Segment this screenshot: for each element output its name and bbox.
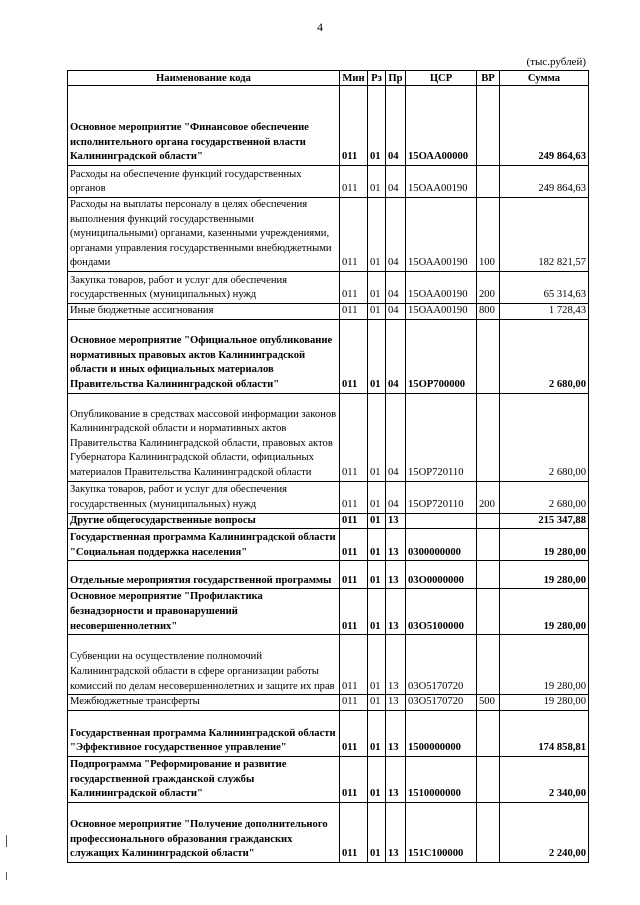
header-name: Наименование кода [68,71,340,86]
cell-min: 011 [340,589,368,635]
table-row [68,756,589,802]
cell-rz: 01 [368,166,386,198]
cell-sum: 1 728,43 [500,304,589,320]
table-row [68,86,589,166]
cell-pr: 13 [386,529,406,561]
cell-min: 011 [340,695,368,711]
cell-vr [477,635,500,695]
cell-min: 011 [340,166,368,198]
cell-pr: 13 [386,513,406,529]
table-row [68,561,589,589]
cell-csr: 15ОР720110 [406,393,477,481]
header-sum: Сумма [500,71,589,86]
cell-pr: 04 [386,304,406,320]
cell-pr: 04 [386,393,406,481]
cell-vr [477,589,500,635]
margin-mark [6,872,7,880]
cell-sum: 19 280,00 [500,635,589,695]
cell-name: Основное мероприятие "Официальное опубликование нормативных правовых актов Калининградской области и иных официальных материалов Правительства Калининградской области" [68,319,340,393]
cell-name: Закупка товаров, работ и услуг для обеспечения государственных (муниципальных) нужд [68,481,340,513]
cell-vr [477,756,500,802]
cell-min: 011 [340,393,368,481]
cell-csr: 15ОАА00000 [406,86,477,166]
header-min: Мин [340,71,368,86]
cell-name: Опубликование в средствах массовой информации законов Калининградской области и нормативных актов Правительства Калининградской области, правовых актов Губернатора Калининградской области, официальных материалов Правительства Калининградской области [68,393,340,481]
header-rz: Рз [368,71,386,86]
cell-sum: 19 280,00 [500,561,589,589]
cell-name: Государственная программа Калининградской области "Социальная поддержка населения" [68,529,340,561]
cell-min: 011 [340,561,368,589]
cell-pr: 04 [386,166,406,198]
cell-name: Основное мероприятие "Профилактика безнадзорности и правонарушений несовершеннолетних" [68,589,340,635]
cell-min: 011 [340,710,368,756]
cell-rz: 01 [368,589,386,635]
table-header-row [68,71,589,86]
cell-rz: 01 [368,756,386,802]
cell-rz: 01 [368,198,386,272]
table-row [68,272,589,304]
units-label: (тыс.рублей) [526,56,586,68]
table-row [68,166,589,198]
page-number: 4 [317,20,323,34]
cell-name: Расходы на выплаты персоналу в целях обеспечения выполнения функций государственными (муниципальными) органами, казенными учреждениями, органами управления государственными внебюджетными фондами [68,198,340,272]
cell-rz: 01 [368,635,386,695]
margin-mark [6,835,7,847]
cell-name: Закупка товаров, работ и услуг для обеспечения государственных (муниципальных) нужд [68,272,340,304]
cell-sum: 2 680,00 [500,319,589,393]
cell-vr: 800 [477,304,500,320]
cell-rz: 01 [368,393,386,481]
cell-rz: 01 [368,529,386,561]
cell-pr: 04 [386,86,406,166]
budget-table [67,70,589,863]
cell-vr: 200 [477,272,500,304]
cell-pr: 13 [386,756,406,802]
cell-csr: 15ОАА00190 [406,198,477,272]
cell-vr [477,393,500,481]
cell-min: 011 [340,304,368,320]
table-row [68,198,589,272]
table-row [68,635,589,695]
cell-min: 011 [340,198,368,272]
cell-pr: 13 [386,802,406,862]
cell-sum: 2 240,00 [500,802,589,862]
cell-name: Государственная программа Калининградской области "Эффективное государственное управление" [68,710,340,756]
cell-rz: 01 [368,272,386,304]
cell-csr: 03О0000000 [406,561,477,589]
cell-vr [477,166,500,198]
cell-min: 011 [340,529,368,561]
cell-min: 011 [340,86,368,166]
cell-csr: 03О5100000 [406,589,477,635]
cell-sum: 2 680,00 [500,481,589,513]
cell-min: 011 [340,513,368,529]
cell-rz: 01 [368,304,386,320]
cell-vr: 200 [477,481,500,513]
cell-pr: 04 [386,319,406,393]
cell-pr: 04 [386,481,406,513]
cell-pr: 13 [386,635,406,695]
cell-rz: 01 [368,319,386,393]
cell-sum: 2 680,00 [500,393,589,481]
cell-name: Другие общегосударственные вопросы [68,513,340,529]
table-row [68,695,589,711]
cell-sum: 65 314,63 [500,272,589,304]
header-vr: ВР [477,71,500,86]
cell-csr: 0300000000 [406,529,477,561]
cell-name: Основное мероприятие "Получение дополнительного профессионального образования гражданских служащих Калининградской области" [68,802,340,862]
cell-rz: 01 [368,710,386,756]
cell-sum: 19 280,00 [500,589,589,635]
cell-csr: 1510000000 [406,756,477,802]
cell-min: 011 [340,319,368,393]
cell-name: Отдельные мероприятия государственной программы [68,561,340,589]
cell-vr [477,513,500,529]
cell-sum: 2 340,00 [500,756,589,802]
cell-name: Субвенции на осуществление полномочий Калининградской области в сфере организации работы комиссий по делам несовершеннолетних и защите их прав [68,635,340,695]
cell-csr: 03О5170720 [406,635,477,695]
table-row [68,304,589,320]
cell-vr [477,802,500,862]
cell-name: Межбюджетные трансферты [68,695,340,711]
table-row [68,481,589,513]
cell-vr [477,710,500,756]
table-row [68,802,589,862]
cell-sum: 19 280,00 [500,529,589,561]
cell-pr: 13 [386,695,406,711]
cell-csr: 03О5170720 [406,695,477,711]
cell-csr: 15ОАА00190 [406,166,477,198]
cell-pr: 04 [386,272,406,304]
cell-sum: 249 864,63 [500,166,589,198]
table-row [68,589,589,635]
cell-name: Подпрограмма "Реформирование и развитие государственной гражданской службы Калининградской области" [68,756,340,802]
cell-csr: 15ОР700000 [406,319,477,393]
cell-name: Иные бюджетные ассигнования [68,304,340,320]
cell-csr: 151С100000 [406,802,477,862]
table-row [68,513,589,529]
cell-vr [477,319,500,393]
table-row [68,529,589,561]
cell-rz: 01 [368,802,386,862]
table-body [68,86,589,863]
cell-csr: 15ОАА00190 [406,272,477,304]
cell-min: 011 [340,756,368,802]
cell-sum: 182 821,57 [500,198,589,272]
cell-min: 011 [340,272,368,304]
cell-sum: 174 858,81 [500,710,589,756]
cell-csr: 1500000000 [406,710,477,756]
cell-rz: 01 [368,561,386,589]
cell-name: Основное мероприятие "Финансовое обеспечение исполнительного органа государственной власти Калининградской области" [68,86,340,166]
cell-sum: 215 347,88 [500,513,589,529]
cell-vr: 100 [477,198,500,272]
cell-min: 011 [340,481,368,513]
table-row [68,710,589,756]
cell-sum: 19 280,00 [500,695,589,711]
cell-csr: 15ОР720110 [406,481,477,513]
cell-pr: 13 [386,710,406,756]
cell-vr [477,529,500,561]
cell-rz: 01 [368,481,386,513]
cell-min: 011 [340,802,368,862]
cell-vr [477,86,500,166]
header-pr: Пр [386,71,406,86]
cell-rz: 01 [368,513,386,529]
cell-min: 011 [340,635,368,695]
cell-rz: 01 [368,695,386,711]
cell-pr: 04 [386,198,406,272]
table-row [68,319,589,393]
cell-pr: 13 [386,589,406,635]
cell-pr: 13 [386,561,406,589]
table-row [68,393,589,481]
cell-vr [477,561,500,589]
cell-rz: 01 [368,86,386,166]
header-csr: ЦСР [406,71,477,86]
cell-csr: 15ОАА00190 [406,304,477,320]
cell-name: Расходы на обеспечение функций государственных органов [68,166,340,198]
cell-csr [406,513,477,529]
cell-sum: 249 864,63 [500,86,589,166]
cell-vr: 500 [477,695,500,711]
